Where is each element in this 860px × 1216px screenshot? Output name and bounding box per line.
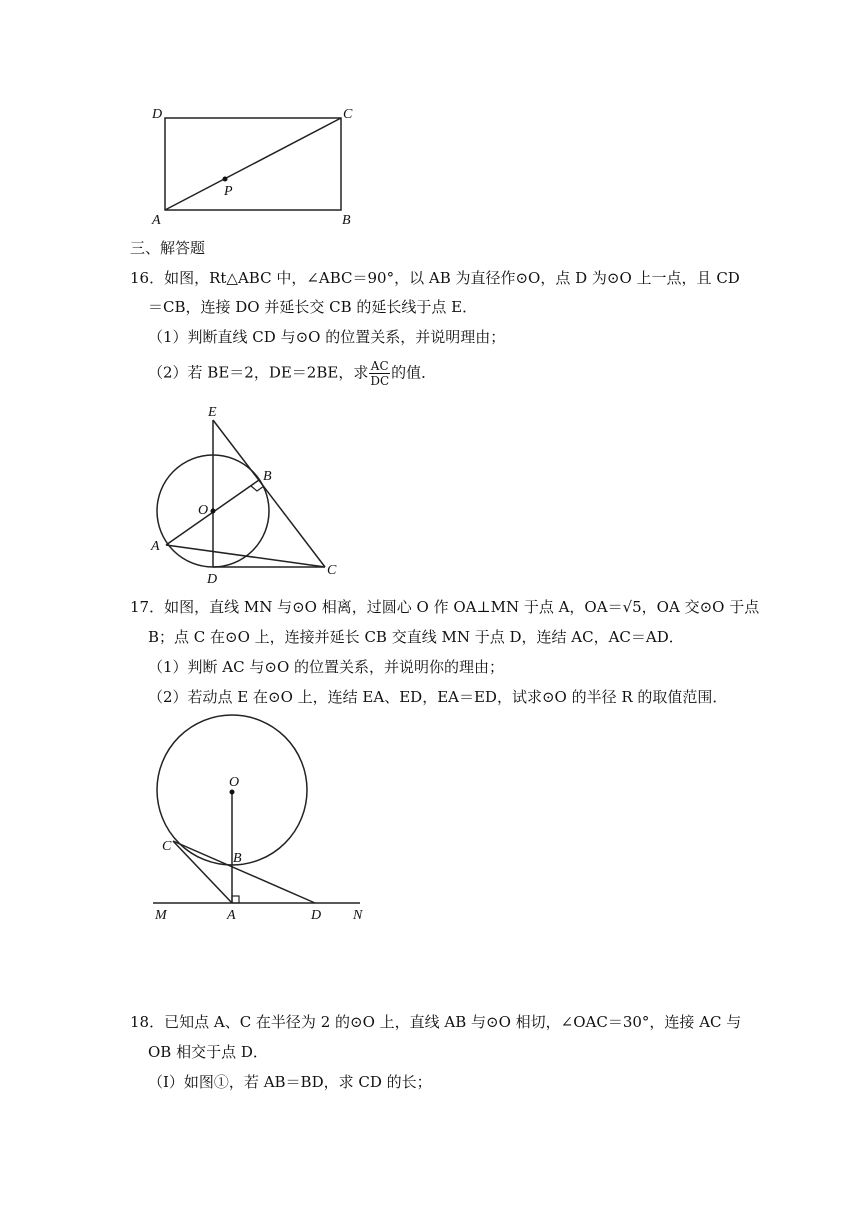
label-n: N xyxy=(353,908,363,922)
label-o: O xyxy=(198,503,209,518)
diagonal-ac xyxy=(165,118,341,210)
label-d: D xyxy=(152,107,163,122)
label-c: C xyxy=(343,107,353,122)
label-a: A xyxy=(152,213,161,228)
label-b: B xyxy=(342,213,351,228)
q17-line2: B；点 C 在⊙O 上，连接并延长 CB 交直线 MN 于点 D，连结 AC，AC＝AD． xyxy=(148,628,684,646)
label-o: O xyxy=(229,775,240,790)
line-cd xyxy=(173,841,315,903)
q17-line1: 17．如图，直线 MN 与⊙O 相离，过圆心 O 作 OA⊥MN 于点 A，OA＝√5，OA 交⊙O 于点 xyxy=(130,598,760,616)
right-angle-a xyxy=(232,896,239,903)
figure-q16 xyxy=(145,400,355,590)
label-a: A xyxy=(151,539,160,554)
label-c: C xyxy=(327,563,337,578)
q18-line2: OB 相交于点 D． xyxy=(148,1043,268,1061)
q17-part2: （2）若动点 E 在⊙O 上，连结 EA、ED，EA＝ED，试求⊙O 的半径 R 的取值范围． xyxy=(148,688,728,706)
label-p: P xyxy=(224,184,233,199)
label-m: M xyxy=(155,908,167,922)
label-a: A xyxy=(227,908,236,922)
label-d: D xyxy=(311,908,322,922)
label-c: C xyxy=(162,839,172,854)
q16-part2-before: （2）若 BE＝2，DE＝2BE，求 xyxy=(148,363,369,382)
q16-part1: （1）判断直线 CD 与⊙O 的位置关系，并说明理由； xyxy=(148,328,506,346)
q17-part1: （1）判断 AC 与⊙O 的位置关系，并说明你的理由； xyxy=(148,658,505,676)
section-heading: 三、解答题 xyxy=(130,239,206,257)
line-ec xyxy=(213,420,325,567)
fraction-numerator: AC xyxy=(370,359,389,373)
label-d: D xyxy=(207,572,218,587)
line-ac xyxy=(166,545,325,567)
q16-line2: ＝CB，连接 DO 并延长交 CB 的延长线于点 E． xyxy=(148,298,478,316)
point-o xyxy=(230,790,235,795)
fraction-ac-dc xyxy=(369,359,390,388)
label-b: B xyxy=(263,469,272,484)
label-e: E xyxy=(208,405,217,420)
q16-line1: 16．如图，Rt△ABC 中，∠ABC＝90°，以 AB 为直径作⊙O，点 D 为⊙O 上一点，且 CD xyxy=(130,269,740,287)
q16-part2 xyxy=(148,359,436,388)
fraction-denominator: DC xyxy=(370,374,390,388)
line-ca xyxy=(173,841,232,903)
figure-rectangle xyxy=(148,100,368,230)
q16-part2-after: 的值． xyxy=(391,363,437,382)
point-o xyxy=(211,509,216,514)
label-b: B xyxy=(233,851,242,866)
q18-part1: （Ⅰ）如图①，若 AB＝BD，求 CD 的长； xyxy=(148,1073,432,1091)
point-p xyxy=(223,177,228,182)
figure-q17 xyxy=(145,712,375,922)
q18-line1: 18．已知点 A、C 在半径为 2 的⊙O 上，直线 AB 与⊙O 相切，∠OAC＝30°，连接 AC 与 xyxy=(130,1013,742,1031)
right-angle-b xyxy=(251,486,264,491)
